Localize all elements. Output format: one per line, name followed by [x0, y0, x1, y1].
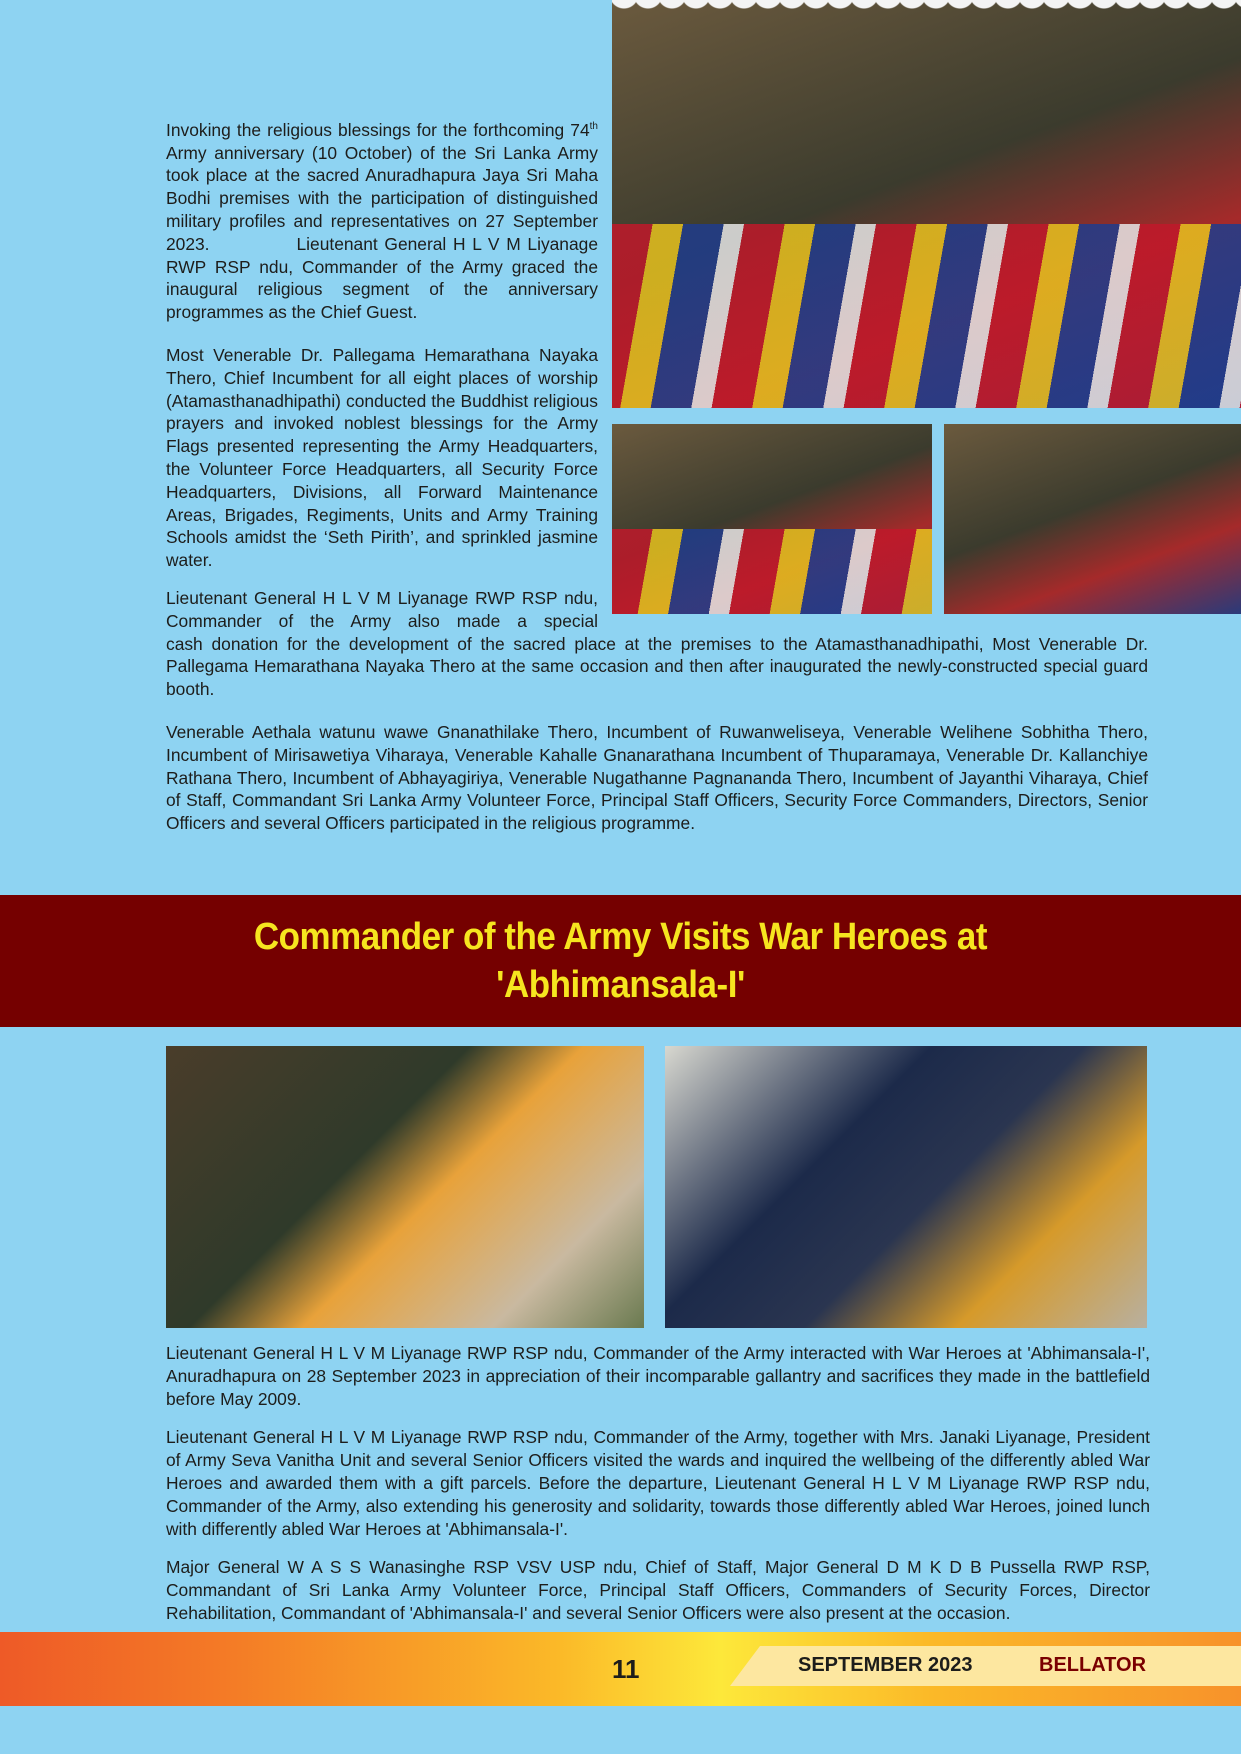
- article1-paragraph-3-start: Lieutenant General H L V M Liyanage RWP RSP ndu, Commander of the Army also made a special: [166, 588, 598, 631]
- army-flags-pile: [612, 224, 1241, 408]
- war-heroes-visit-photo-right: [665, 1046, 1147, 1328]
- article2-title-line-2: 'Abhimansala-I': [496, 964, 745, 1006]
- war-heroes-visit-photo-left: [166, 1046, 644, 1328]
- flag-blessing-photo-main: [612, 0, 1241, 408]
- article1-continued: [166, 587, 1148, 855]
- ordinal-suffix: th: [589, 121, 598, 132]
- article1-paragraph-3: [166, 587, 1148, 701]
- article2-body: [166, 1342, 1150, 1641]
- issue-date: SEPTEMBER 2023: [798, 1654, 973, 1676]
- article1-paragraph-1-part-a: Invoking the religious blessings for the forthcoming 74: [166, 119, 590, 140]
- article1-paragraph-1: [166, 116, 598, 324]
- article1-paragraph-1-part-b: Army anniversary (10 October) of the Sri Lanka Army took place at the sacred Anuradhapura Jaya Sri Maha Bodhi premises with the participation of distinguished military profiles and representatives on 27 September 2023. Lieutenant General H L V M Liyanage RWP RSP ndu, Commander of the Army graced the inaugural religious segment of the anniversary programmes as the Chief Guest.: [166, 142, 598, 323]
- article1-paragraph-3-rest: cash donation for the development of the sacred place at the premises to the Atamasthanadhipathi, Most Venerable Dr. Pallegama Hemarathana Nayaka Thero at the same occasion and then after inaugurated the newly-constructed special guard booth.: [166, 633, 1148, 700]
- magazine-name: BELLATOR: [1039, 1654, 1147, 1676]
- article2-title: [254, 913, 987, 1009]
- page-footer: [0, 1632, 1241, 1706]
- tent-awning-decoration: [612, 0, 1241, 22]
- article2-paragraph-1: Lieutenant General H L V M Liyanage RWP RSP ndu, Commander of the Army interacted with War Heroes at 'Abhimansala-I', Anuradhapura on 28 September 2023 in appreciation of their incomparable gallantry and sacrifices they made in the battlefield before May 2009.: [166, 1343, 1150, 1409]
- flag-blessing-photo-right: [944, 424, 1241, 614]
- article2-paragraph-2: Lieutenant General H L V M Liyanage RWP RSP ndu, Commander of the Army, together with Mrs. Janaki Liyanage, President of Army Seva Vanitha Unit and several Senior Officers visited the wards and inquired the wellbeing of the differently abled War Heroes and awarded them with a gift parcels. Before the departure, Lieutenant General H L V M Liyanage RWP RSP ndu, Commander of the Army, also extending his generosity and solidarity, towards those differently abled War Heroes, joined lunch with differently abled War Heroes at 'Abhimansala-I'.: [166, 1427, 1150, 1539]
- article1-paragraph-2: Most Venerable Dr. Pallegama Hemarathana Nayaka Thero, Chief Incumbent for all eight places of worship (Atamasthanadhipathi) conducted the Buddhist religious prayers and invoked noblest blessings for the Army Flags presented representing the Army Headquarters, the Volunteer Force Headquarters, all Security Force Headquarters, Divisions, all Forward Maintenance Areas, Brigades, Regiments, Units and Army Training Schools amidst the ‘Seth Pirith’, and sprinkled jasmine water.: [166, 344, 598, 571]
- article2-title-banner: [0, 895, 1241, 1027]
- article1-paragraph-4: Venerable Aethala watunu wawe Gnanathilake Thero, Incumbent of Ruwanweliseya, Venerable Welihene Sobhitha Thero, Incumbent of Mirisawetiya Viharaya, Venerable Kahalle Gnanarathana Incumbent of Thuparamaya, Venerable Dr. Kallanchiye Rathana Thero, Incumbent of Abhayagiriya, Venerable Nugathanne Pagnananda Thero, Incumbent of Jayanthi Viharaya, Chief of Staff, Commandant Sri Lanka Army Volunteer Force, Principal Staff Officers, Security Force Commanders, Directors, Senior Officers and several Officers participated in the religious programme.: [166, 721, 1148, 834]
- article2-title-line-1: Commander of the Army Visits War Heroes at: [253, 916, 988, 958]
- flag-blessing-photo-left: [612, 424, 932, 614]
- article1-intro: [166, 116, 598, 592]
- page-number: 11: [612, 1654, 640, 1684]
- article2-paragraph-3: Major General W A S S Wanasinghe RSP VSV USP ndu, Chief of Staff, Major General D M K D B Pussella RWP RSP, Commandant of Sri Lanka Army Volunteer Force, Principal Staff Officers, Commanders of Security Forces, Director Rehabilitation, Commandant of 'Abhimansala-I' and several Senior Officers were also present at the occasion.: [166, 1557, 1150, 1623]
